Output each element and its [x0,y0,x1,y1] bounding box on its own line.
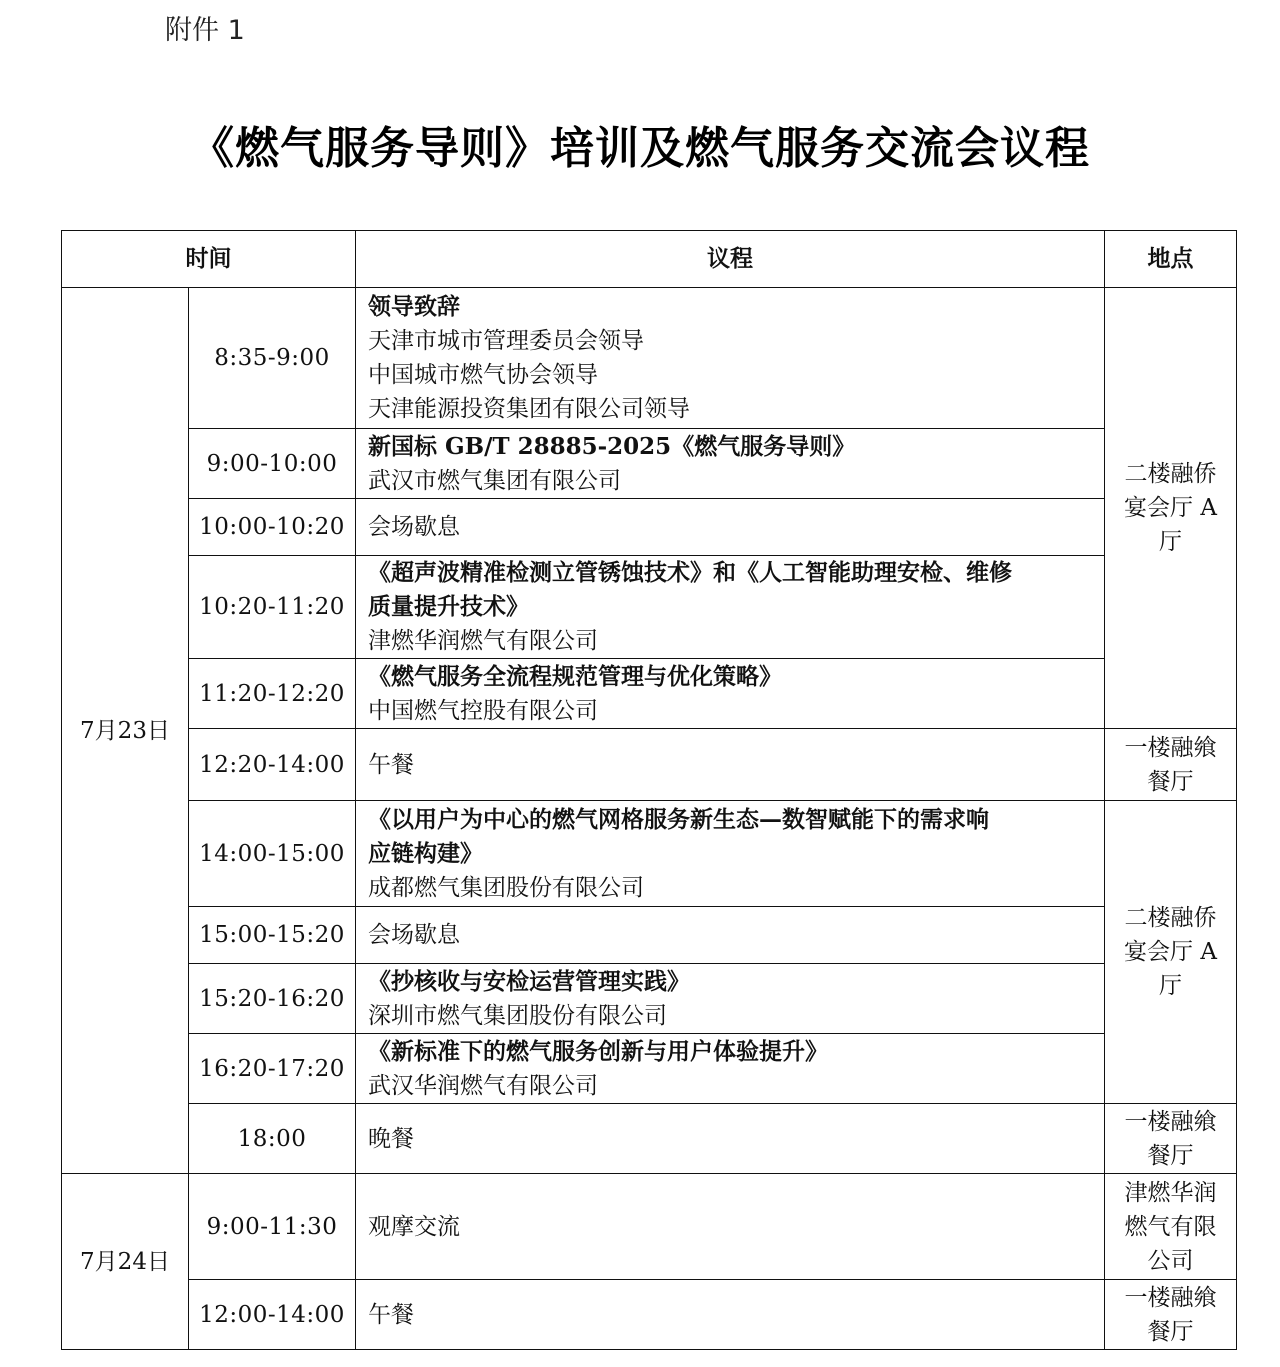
table-row [62,1280,1237,1350]
place-line: 燃气有限 [1124,1213,1217,1240]
agenda-line: 津燃华润燃气有限公司 [368,628,598,654]
place-line: 一楼融飨 [1124,1108,1217,1135]
time-cell: 18:00 [189,1104,356,1174]
agenda-cell [356,964,1105,1034]
agenda-cell [356,429,1105,499]
agenda-title: 质量提升技术》 [368,593,529,620]
place-line: 津燃华润 [1124,1179,1217,1206]
place-line: 餐厅 [1147,1142,1194,1169]
agenda-cell [356,907,1105,964]
date-cell: 7月23日 [62,288,189,1174]
table-row [62,1174,1237,1280]
place-cell [1105,1104,1237,1174]
place-cell [1105,1280,1237,1350]
agenda-cell [356,1104,1105,1174]
header-place: 地点 [1105,231,1237,288]
agenda-cell [356,801,1105,907]
agenda-line: 中国燃气控股有限公司 [368,697,598,724]
time-cell: 12:20-14:00 [189,729,356,801]
agenda-title: 《以用户为中心的燃气网格服务新生态—数智赋能下的需求响 [368,805,989,833]
page-title: 《燃气服务导则》培训及燃气服务交流会议程 [190,123,1090,174]
agenda-title: 《新标准下的燃气服务创新与用户体验提升》 [368,1037,828,1065]
table-row [62,964,1237,1034]
agenda-line: 会场歇息 [368,922,460,948]
table-row [62,1104,1237,1174]
place-cell [1105,1174,1237,1280]
agenda-line: 天津市城市管理委员会领导 [368,328,644,354]
agenda-line: 午餐 [368,1301,414,1328]
table-row [62,499,1237,556]
time-cell: 10:00-10:20 [189,499,356,556]
agenda-cell [356,556,1105,659]
place-line: 厅 [1159,973,1182,999]
agenda-title: 领导致辞 [368,293,460,320]
agenda-table [61,230,1237,1350]
time-cell: 15:00-15:20 [189,907,356,964]
agenda-title: 应链构建》 [368,839,483,867]
agenda-cell [356,1280,1105,1350]
time-cell: 12:00-14:00 [189,1280,356,1350]
place-line: 二楼融侨 [1124,905,1217,931]
time-cell: 9:00-10:00 [189,429,356,499]
time-cell: 9:00-11:30 [189,1174,356,1280]
header-time: 时间 [62,231,356,288]
table-row [62,907,1237,964]
agenda-title: 新国标 GB/T 28885-2025《燃气服务导则》 [368,432,856,460]
agenda-line: 武汉市燃气集团有限公司 [368,467,621,494]
header-row [62,231,1237,288]
agenda-line: 武汉华润燃气有限公司 [368,1072,598,1099]
agenda-line: 中国城市燃气协会领导 [368,362,598,388]
table-row [62,429,1237,499]
agenda-line: 成都燃气集团股份有限公司 [368,874,644,901]
agenda-cell [356,288,1105,429]
attachment-label: 附件 1 [165,15,245,46]
table-row [62,1034,1237,1104]
agenda-line: 午餐 [368,751,414,778]
agenda-title: 《燃气服务全流程规范管理与优化策略》 [368,662,782,690]
agenda-cell [356,1034,1105,1104]
place-line: 餐厅 [1147,768,1194,795]
time-cell: 8:35-9:00 [189,288,356,429]
table-row [62,801,1237,907]
place-line: 二楼融侨 [1124,461,1217,487]
place-line: 公司 [1147,1247,1194,1274]
date-cell: 7月24日 [62,1174,189,1350]
agenda-line: 天津能源投资集团有限公司领导 [368,396,690,422]
agenda-cell [356,499,1105,556]
place-line: 餐厅 [1147,1318,1194,1345]
agenda-line: 会场歇息 [368,514,460,540]
agenda-line: 观摩交流 [368,1213,460,1240]
place-line: 宴会厅 A [1124,939,1217,965]
agenda-line: 晚餐 [368,1125,414,1152]
agenda-cell [356,729,1105,801]
table-row [62,556,1237,659]
place-line: 厅 [1159,529,1182,555]
time-cell: 14:00-15:00 [189,801,356,907]
place-line: 一楼融飨 [1124,734,1217,761]
agenda-cell [356,1174,1105,1280]
place-cell [1105,288,1237,729]
time-cell: 16:20-17:20 [189,1034,356,1104]
place-cell [1105,729,1237,801]
agenda-line: 深圳市燃气集团股份有限公司 [368,1002,667,1029]
time-cell: 15:20-16:20 [189,964,356,1034]
place-line: 宴会厅 A [1124,495,1217,521]
table-row [62,288,1237,429]
agenda-title: 《超声波精准检测立管锈蚀技术》和《人工智能助理安检、维修 [368,559,1012,586]
agenda-title: 《抄核收与安检运营管理实践》 [368,967,690,995]
time-cell: 11:20-12:20 [189,659,356,729]
time-cell: 10:20-11:20 [189,556,356,659]
table-row [62,729,1237,801]
place-line: 一楼融飨 [1124,1284,1217,1311]
place-cell [1105,801,1237,1104]
header-agenda: 议程 [356,231,1105,288]
agenda-cell [356,659,1105,729]
table-row [62,659,1237,729]
